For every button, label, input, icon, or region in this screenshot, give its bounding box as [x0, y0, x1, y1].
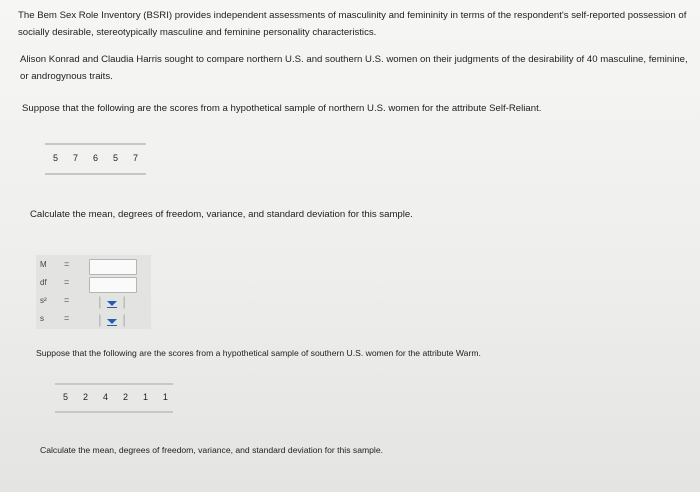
- south-score: 4: [102, 392, 108, 402]
- variance-dropdown[interactable]: [99, 296, 125, 309]
- mean-input[interactable]: [89, 259, 137, 275]
- intro-paragraph-study: Alison Konrad and Claudia Harris sought to compare northern U.S. and southern U.S. women on their judgments of the desirability of 40 masculine, feminine, or androgynous traits.: [20, 54, 688, 82]
- variance-row: [36, 294, 151, 312]
- north-score: 5: [112, 153, 118, 163]
- equals-sign: =: [64, 313, 70, 323]
- sd-symbol: s: [40, 314, 44, 323]
- south-score: 1: [142, 392, 148, 402]
- north-scores-row: [45, 153, 146, 163]
- variance-symbol: s²: [40, 296, 47, 305]
- table-bottom-rule: [55, 411, 173, 413]
- north-scores-table: [45, 140, 146, 178]
- north-prompt: Suppose that the following are the scores from a hypothetical sample of northern U.S. women for the attribute Self-Reliant.: [22, 103, 542, 114]
- south-score: 5: [63, 392, 69, 402]
- south-scores-table: [55, 380, 173, 416]
- table-top-rule: [55, 383, 173, 385]
- mean-row: [36, 258, 151, 276]
- table-bottom-rule: [45, 173, 146, 175]
- south-prompt: Suppose that the following are the scores from a hypothetical sample of southern U.S. women for the attribute Warm.: [36, 348, 481, 358]
- south-instruction: Calculate the mean, degrees of freedom, variance, and standard deviation for this sample.: [40, 445, 383, 455]
- north-score: 7: [72, 153, 78, 163]
- sd-dropdown[interactable]: [99, 314, 125, 327]
- north-score: 7: [132, 153, 138, 163]
- df-row: [36, 276, 151, 294]
- equals-sign: =: [64, 277, 70, 287]
- south-score: 1: [162, 392, 168, 402]
- north-score: 6: [92, 153, 98, 163]
- table-top-rule: [45, 143, 146, 145]
- equals-sign: =: [64, 259, 70, 269]
- north-instruction: Calculate the mean, degrees of freedom, variance, and standard deviation for this sample.: [30, 209, 413, 220]
- north-answer-panel: [36, 255, 151, 329]
- sd-row: [36, 312, 151, 330]
- chevron-down-icon: [107, 301, 117, 306]
- intro-paragraph-bsri: The Bem Sex Role Inventory (BSRI) provides independent assessments of masculinity and femininity in terms of the respondent's self-reported possession of socially desirable, stereotypically masculine and feminine personality characteristics.: [18, 10, 687, 38]
- north-score: 5: [53, 153, 59, 163]
- mean-symbol: M: [40, 260, 47, 269]
- chevron-down-icon: [107, 319, 117, 324]
- equals-sign: =: [64, 295, 70, 305]
- south-scores-row: [55, 392, 173, 402]
- south-score: 2: [122, 392, 128, 402]
- df-input[interactable]: [89, 277, 137, 293]
- df-symbol: df: [40, 278, 47, 287]
- south-score: 2: [82, 392, 88, 402]
